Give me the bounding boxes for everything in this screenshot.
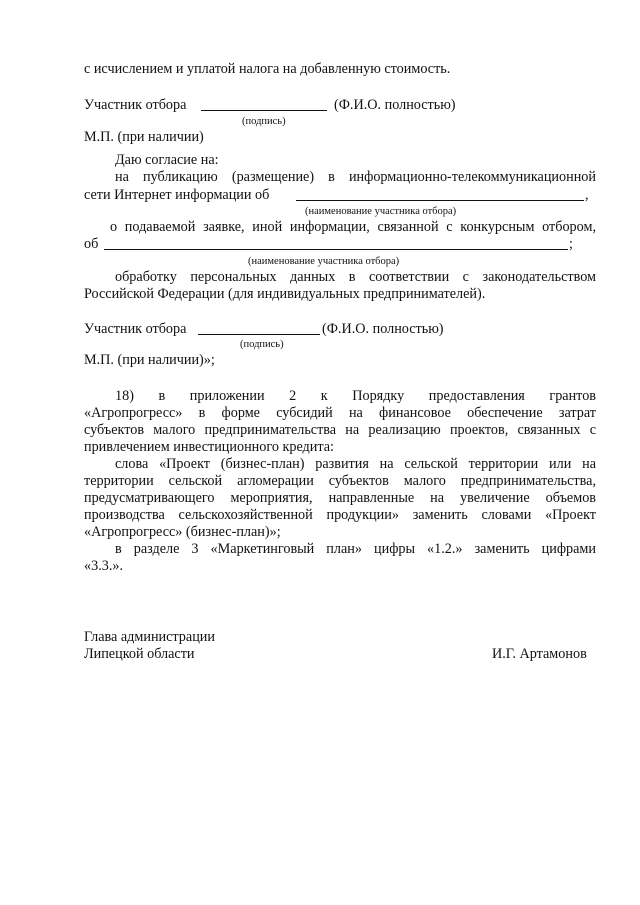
text-line: слова «Проект (бизнес-план) развития на сельской территории или на [115,456,596,472]
text-line: привлечением инвестиционного кредита: [84,439,334,455]
punctuation: , [585,187,589,203]
fio-label: (Ф.И.О. полностью) [334,97,456,113]
text-line: о подаваемой заявке, иной информации, связанной с конкурсным отбором, [110,219,596,235]
text-line: на публикацию (размещение) в информационно-телекоммуникационной [115,169,596,185]
signature-line [198,334,320,335]
text-line: об [84,236,99,252]
signature-caption: (подпись) [240,339,284,350]
stamp-label: М.П. (при наличии) [84,129,204,145]
official-region: Липецкой области [84,646,195,662]
text-line: производства сельскохозяйственной продукции» заменить словами «Проект [84,507,596,523]
text-line: «Агропрогресс» (бизнес-план)»; [84,524,281,540]
text-line: обработку персональных данных в соответствии с законодательством [115,269,596,285]
punctuation: ; [569,236,573,252]
official-name: И.Г. Артамонов [492,646,587,662]
text-line: Российской Федерации (для индивидуальных предпринимателей). [84,286,486,302]
text-line: 18) в приложении 2 к Порядку предоставления грантов [115,388,596,404]
text-line: субъектов малого предпринимательства на реализацию проектов, связанных с [84,422,596,438]
fill-in-line [104,249,568,250]
participant-label: Участник отбора [84,321,187,337]
text-line: с исчислением и уплатой налога на добавленную стоимость. [84,61,451,77]
fill-in-line [296,200,584,201]
stamp-label: М.П. (при наличии)»; [84,352,215,368]
signature-line [201,110,327,111]
participant-label: Участник отбора [84,97,187,113]
text-line: территории сельской агломерации субъектов малого предпринимательства, [84,473,596,489]
text-line: «Агропрогресс» в форме субсидий на финансовое обеспечение затрат [84,405,596,421]
fio-label: (Ф.И.О. полностью) [322,321,444,337]
text-line: предусматривающего мероприятия, направленные на увеличение объемов [84,490,596,506]
consent-heading: Даю согласие на: [115,152,219,168]
text-line: в разделе 3 «Маркетинговый план» цифры «1.2.» заменить цифрами [115,541,596,557]
signature-caption: (подпись) [242,116,286,127]
field-caption: (наименование участника отбора) [248,256,400,267]
text-line: «3.3.». [84,558,124,574]
text-line: сети Интернет информации об [84,187,270,203]
official-position: Глава администрации [84,629,215,645]
field-caption: (наименование участника отбора) [305,206,457,217]
